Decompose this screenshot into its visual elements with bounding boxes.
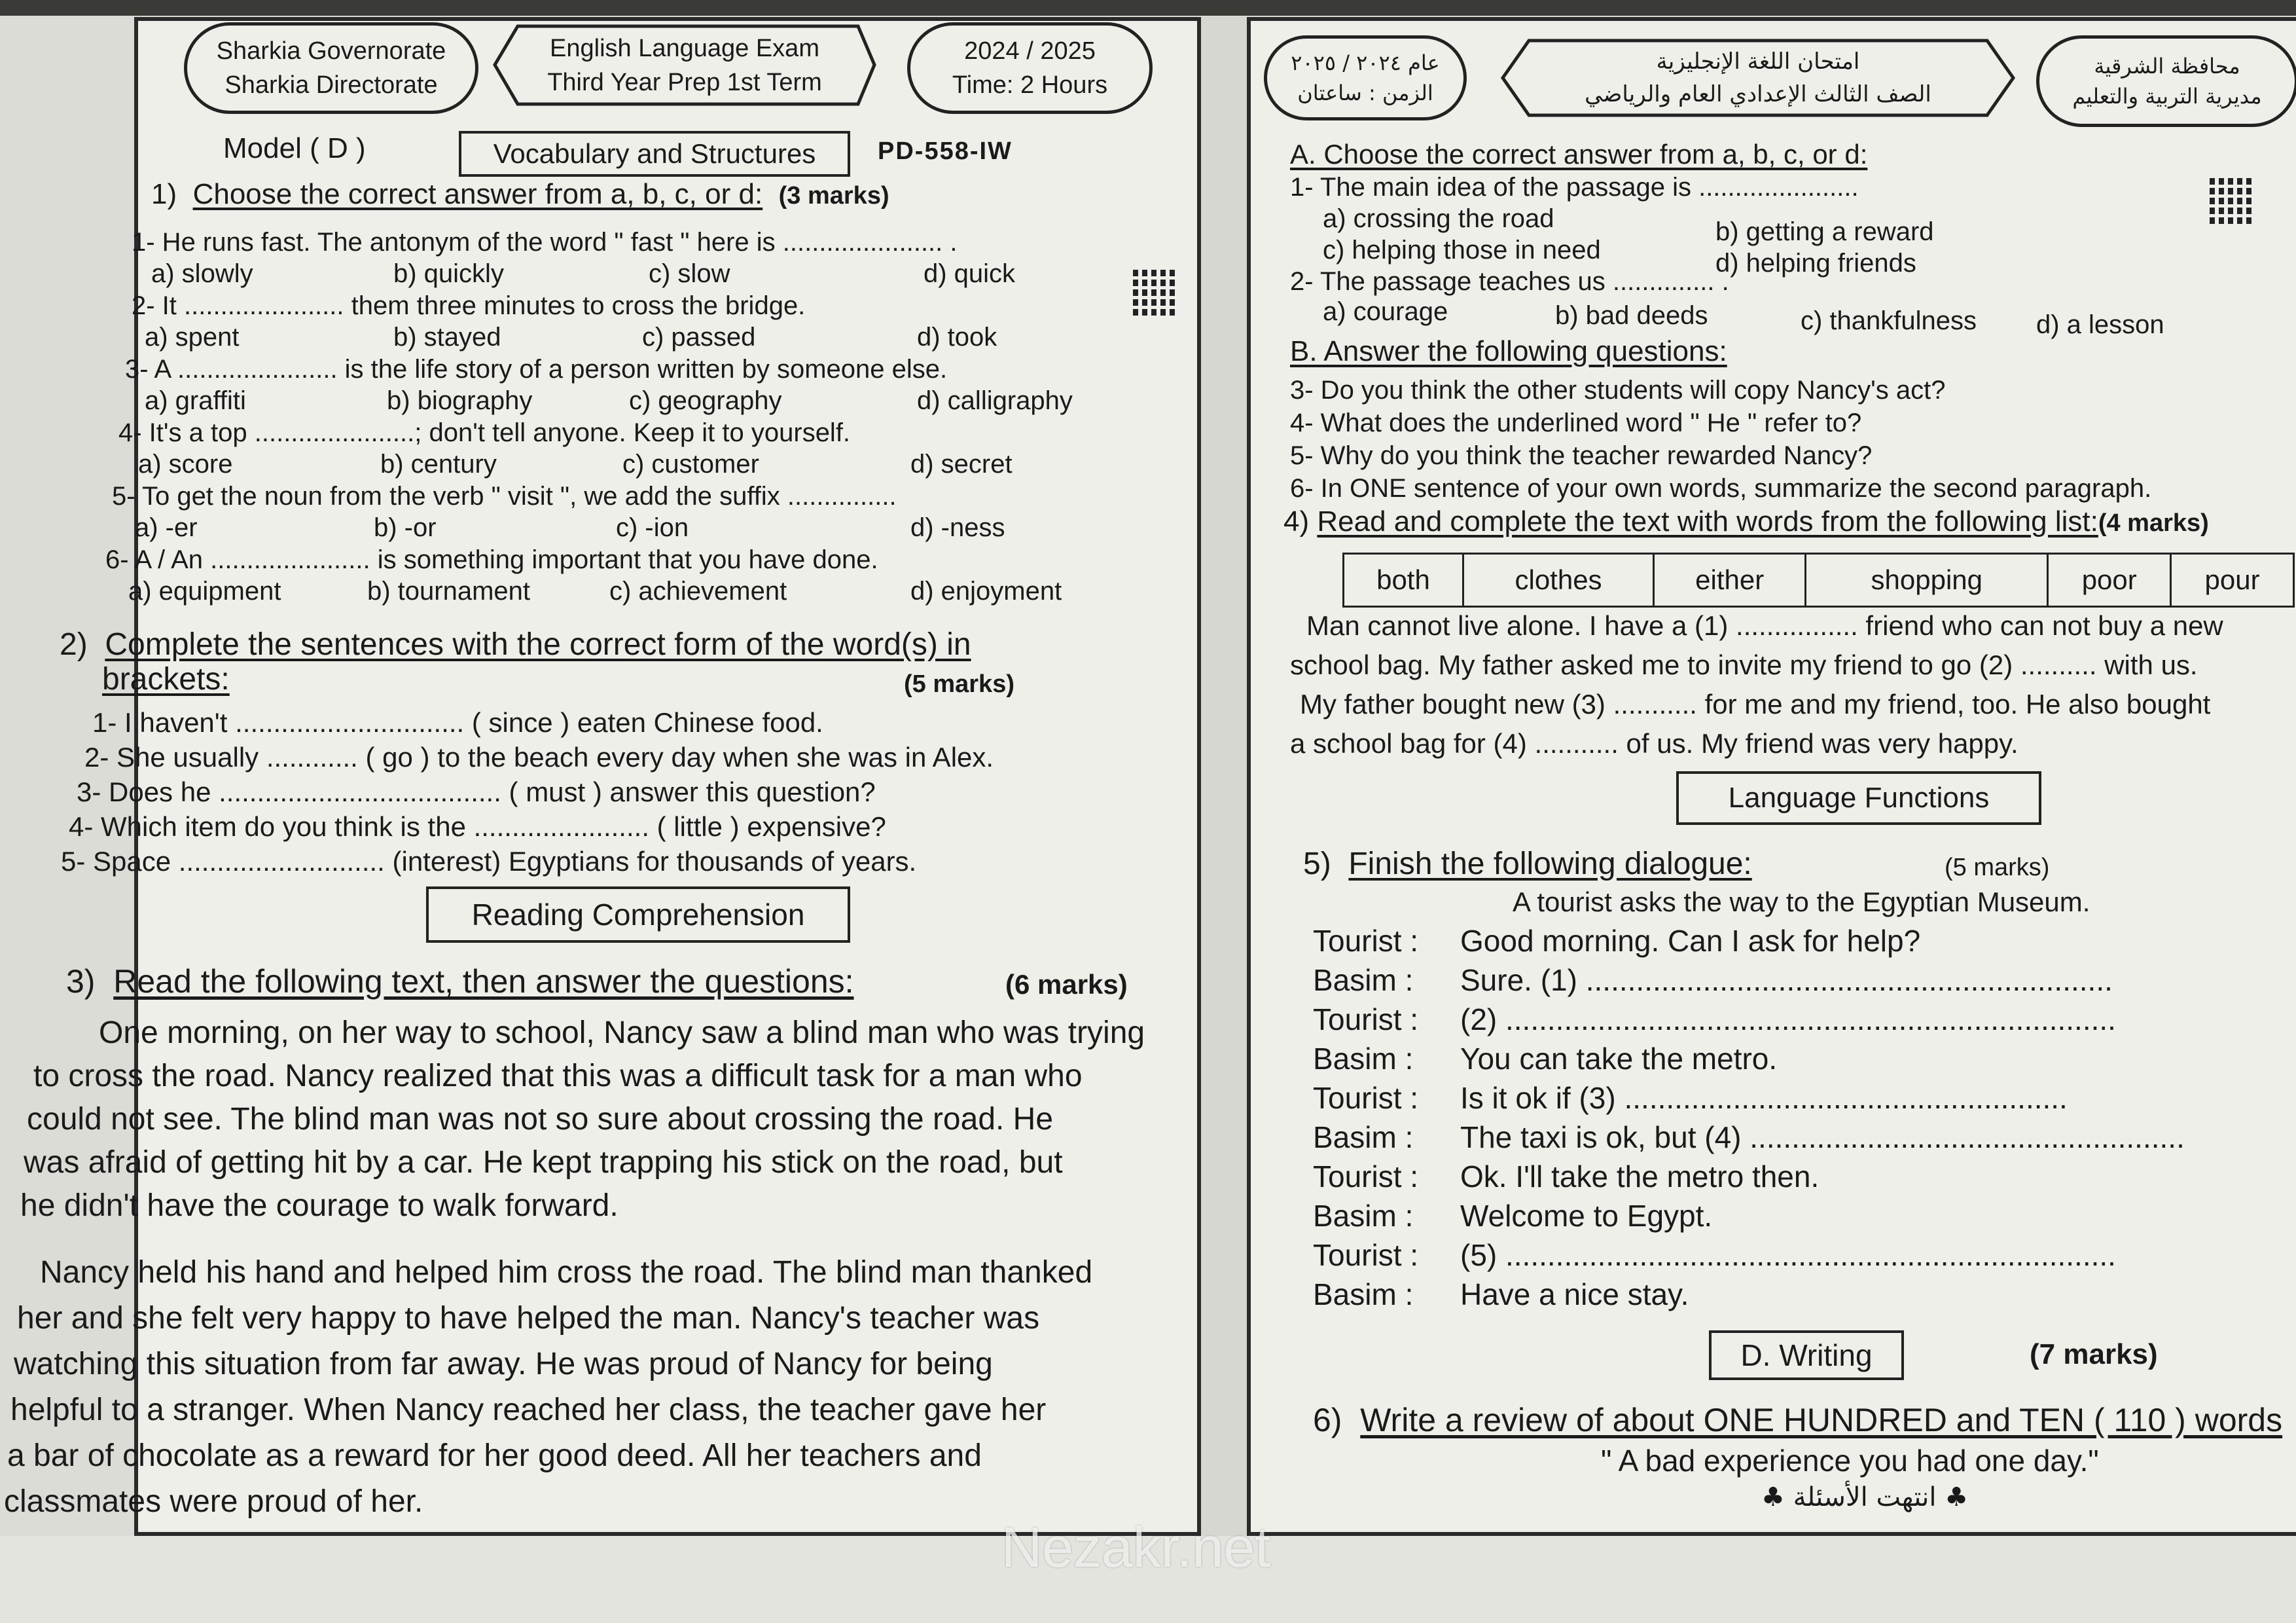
- exam-time: Time: 2 Hours: [952, 71, 1108, 99]
- directorate-name: Sharkia Directorate: [224, 71, 438, 99]
- q1-option-b: b) century: [380, 450, 497, 479]
- part-b-question: 5- Why do you think the teacher rewarded Nancy?: [1290, 441, 1873, 470]
- dialogue-speaker: Tourist :: [1313, 924, 1419, 958]
- left-exam-page: [4, 17, 1201, 1536]
- part-b-question: 6- In ONE sentence of your own words, summarize the second paragraph.: [1290, 474, 2152, 503]
- governorate-box: [184, 22, 478, 114]
- part-a-heading: [1290, 139, 1867, 170]
- dialogue-text: Ok. I'll take the metro then.: [1460, 1159, 1820, 1194]
- arabic-exam-grade: الصف الثالث الإعدادي العام والرياضي: [1585, 81, 1931, 107]
- q1-option-b: b) stayed: [393, 323, 501, 352]
- part-a-q2-option-b: b) bad deeds: [1555, 301, 1708, 330]
- q4-text-line: Man cannot live alone. I have a (1) ................ friend who can not buy a new: [1306, 610, 2223, 641]
- word-list-row: [1344, 554, 2294, 607]
- q6-title: Write a review of about ONE HUNDRED and TEN ( 110 ) words: [1360, 1402, 2283, 1438]
- q1-option-a: a) score: [138, 450, 233, 479]
- q2-sentence: 5- Space ........................... (interest) Egyptians for thousands of years.: [61, 846, 917, 877]
- part-a-q1-option-a: a) crossing the road: [1323, 204, 1554, 233]
- part-a-q2-option-a: a) courage: [1323, 297, 1448, 326]
- arabic-exam-title-box: [1499, 35, 2017, 120]
- passage-line: Nancy held his hand and helped him cross the road. The blind man thanked: [40, 1255, 1093, 1290]
- part-a-q2-option-d: d) a lesson: [2036, 310, 2164, 339]
- q4-heading: [1283, 505, 2209, 538]
- q1-option-b: b) -or: [374, 513, 437, 542]
- part-a-q2-option-c: c) thankfulness: [1801, 306, 1977, 335]
- word-list-cell: both: [1344, 554, 1463, 607]
- passage-line: One morning, on her way to school, Nancy saw a blind man who was trying: [99, 1015, 1145, 1050]
- dialogue-speaker: Basim :: [1313, 1199, 1414, 1233]
- exam-grade: Third Year Prep 1st Term: [547, 68, 822, 96]
- q4-number: 4): [1283, 505, 1310, 538]
- q2-title-line1: Complete the sentences with the correct form of the word(s) in: [105, 627, 971, 662]
- section-reading-box: [426, 886, 850, 943]
- passage-line: to cross the road. Nancy realized that this was a difficult task for a man who: [33, 1059, 1083, 1093]
- arabic-exam-title: امتحان اللغة الإنجليزية: [1656, 48, 1860, 75]
- model-label: Model ( D ): [223, 132, 366, 164]
- photo-edge: [0, 0, 2296, 16]
- watermark-text: Nezakr.net: [1001, 1516, 1271, 1579]
- q1-title: Choose the correct answer from a, b, c, or d:: [192, 178, 763, 210]
- section-reading-title: Reading Comprehension: [471, 898, 805, 932]
- part-a-q1-option-c: c) helping those in need: [1323, 236, 1601, 264]
- q6-heading: [1313, 1401, 2282, 1439]
- q4-text-line: school bag. My father asked me to invite my friend to go (2) .......... with us.: [1290, 649, 2198, 680]
- section-vocab-box: [459, 131, 850, 177]
- year-time-box: [907, 22, 1153, 114]
- q1-option-d: d) enjoyment: [910, 577, 1062, 606]
- q1-question: 4- It's a top ......................; don't tell anyone. Keep it to yourself.: [118, 418, 851, 447]
- arabic-governorate: محافظة الشرقية: [2094, 54, 2240, 79]
- exam-code: PD-558-IW: [878, 137, 1013, 165]
- q3-number: 3): [66, 963, 96, 1000]
- exam-title-box: [492, 21, 878, 109]
- word-list-cell: poor: [2048, 554, 2171, 607]
- passage-line: classmates were proud of her.: [4, 1484, 423, 1519]
- passage-line: helpful to a stranger. When Nancy reached her class, the teacher gave her: [10, 1393, 1047, 1427]
- part-b-question: 3- Do you think the other students will copy Nancy's act?: [1290, 376, 1946, 405]
- dialogue-text: (2) .........................................................................: [1460, 1002, 2116, 1036]
- writing-marks: (7 marks): [2030, 1338, 2158, 1370]
- word-list-cell: clothes: [1463, 554, 1653, 607]
- arabic-year-box: [1264, 35, 1467, 120]
- q1-option-c: c) geography: [629, 386, 782, 415]
- qr-code-icon: [1133, 270, 1179, 316]
- word-list-cell: shopping: [1806, 554, 2048, 607]
- q1-option-d: d) quick: [924, 259, 1016, 288]
- q1-marks: (3 marks): [778, 182, 889, 210]
- q2-heading: [60, 627, 971, 663]
- dialogue-text: Sure. (1) ...............................................................: [1460, 963, 2113, 997]
- dialogue-speaker: Tourist :: [1313, 1081, 1419, 1115]
- arabic-year: عام ٢٠٢٤ / ٢٠٢٥: [1291, 50, 1440, 75]
- end-of-questions: ♣ انتهت الأسئلة ♣: [1761, 1482, 1969, 1512]
- q1-question: 6- A / An ...................... is something important that you have done.: [105, 545, 878, 574]
- arabic-governorate-box: [2036, 35, 2296, 127]
- q2-sentence: 1- I haven't .............................. ( since ) eaten Chinese food.: [92, 707, 823, 738]
- q1-question: 3- A ...................... is the life story of a person written by someone else.: [125, 355, 948, 384]
- q4-text-line: a school bag for (4) ........... of us. My friend was very happy.: [1290, 728, 2018, 759]
- part-a-title: A. Choose the correct answer from a, b, c, or d:: [1290, 139, 1868, 170]
- section-writing-box: [1709, 1330, 1904, 1380]
- part-a-q1-option-d: d) helping friends: [1715, 249, 1916, 278]
- dialogue-speaker: Basim :: [1313, 1277, 1414, 1311]
- dialogue-speaker: Basim :: [1313, 1042, 1414, 1076]
- dialogue-speaker: Basim :: [1313, 1120, 1414, 1154]
- qr-code-icon: [2210, 178, 2255, 224]
- q6-number: 6): [1313, 1402, 1342, 1438]
- q2-heading-line2: [102, 661, 230, 697]
- part-b-question: 4- What does the underlined word " He " refer to?: [1290, 409, 1862, 437]
- word-list-cell: pour: [2171, 554, 2294, 607]
- part-a-q1: 1- The main idea of the passage is ......................: [1290, 173, 1859, 202]
- q1-option-b: b) biography: [387, 386, 533, 415]
- q5-intro: A tourist asks the way to the Egyptian Museum.: [1513, 886, 2090, 917]
- q2-marks: (5 marks): [904, 670, 1014, 698]
- q4-text-line: My father bought new (3) ........... for me and my friend, too. He also bought: [1300, 689, 2211, 720]
- q5-number: 5): [1303, 847, 1331, 881]
- passage-line: was afraid of getting hit by a car. He kept trapping his stick on the road, but: [24, 1145, 1063, 1180]
- q1-option-a: a) slowly: [151, 259, 253, 288]
- dialogue-text: Is it ok if (3) .....................................................: [1460, 1081, 2068, 1115]
- q1-option-d: d) took: [917, 323, 997, 352]
- q1-question: 1- He runs fast. The antonym of the word " fast " here is ...................... .: [132, 228, 958, 257]
- q1-option-d: d) calligraphy: [917, 386, 1073, 415]
- dialogue-text: Welcome to Egypt.: [1460, 1199, 1713, 1233]
- word-list-table: [1342, 553, 2295, 608]
- q1-option-d: d) secret: [910, 450, 1013, 479]
- arabic-directorate: مديرية التربية والتعليم: [2072, 84, 2262, 109]
- dialogue-speaker: Tourist :: [1313, 1159, 1419, 1194]
- q4-title: Read and complete the text with words from the following list:: [1317, 505, 2098, 538]
- q1-option-c: c) slow: [649, 259, 730, 288]
- exam-year: 2024 / 2025: [964, 37, 1096, 65]
- part-b-heading: [1290, 335, 1727, 368]
- right-exam-page: [1247, 17, 2296, 1536]
- q1-option-c: c) passed: [642, 323, 756, 352]
- q1-question: 5- To get the noun from the verb " visit ", we add the suffix ...............: [112, 482, 897, 511]
- q5-title: Finish the following dialogue:: [1348, 847, 1752, 881]
- q1-number: 1): [151, 178, 177, 210]
- q2-sentence: 3- Does he ..................................... ( must ) answer this question?: [77, 776, 876, 807]
- word-list-cell: either: [1654, 554, 1806, 607]
- q5-heading: [1303, 846, 1752, 882]
- section-language-functions-title: Language Functions: [1728, 782, 1990, 814]
- q1-option-c: c) achievement: [609, 577, 787, 606]
- q6-topic: " A bad experience you had one day.": [1601, 1444, 2099, 1478]
- passage-line: a bar of chocolate as a reward for her good deed. All her teachers and: [7, 1438, 982, 1473]
- dialogue-text: (5) .........................................................................: [1460, 1238, 2116, 1272]
- q2-number: 2): [60, 627, 88, 662]
- q1-option-b: b) tournament: [367, 577, 531, 606]
- passage-line: watching this situation from far away. He was proud of Nancy for being: [14, 1347, 993, 1381]
- dialogue-text: Good morning. Can I ask for help?: [1460, 924, 1921, 958]
- q1-option-c: c) -ion: [616, 513, 689, 542]
- section-language-functions-box: [1676, 771, 2041, 825]
- dialogue-speaker: Basim :: [1313, 963, 1414, 997]
- q3-heading: [66, 962, 854, 1000]
- page-gutter: [1201, 17, 1247, 1536]
- q5-marks: (5 marks): [1945, 854, 2050, 881]
- q2-title-line2: brackets:: [102, 662, 230, 697]
- dialogue-text: Have a nice stay.: [1460, 1277, 1689, 1311]
- dialogue-text: You can take the metro.: [1460, 1042, 1778, 1076]
- q1-option-b: b) quickly: [393, 259, 504, 288]
- passage-line: he didn't have the courage to walk forward.: [20, 1188, 619, 1223]
- section-vocab-title: Vocabulary and Structures: [493, 138, 816, 169]
- part-a-q1-option-b: b) getting a reward: [1715, 217, 1934, 246]
- section-writing-title: D. Writing: [1740, 1338, 1873, 1372]
- q3-marks: (6 marks): [1005, 969, 1128, 1000]
- dialogue-text: The taxi is ok, but (4) ....................................................: [1460, 1120, 2185, 1154]
- q1-option-c: c) customer: [622, 450, 759, 479]
- q1-question: 2- It ...................... them three minutes to cross the bridge.: [132, 291, 806, 320]
- arabic-time: الزمن : ساعتان: [1297, 81, 1433, 105]
- q1-option-a: a) graffiti: [145, 386, 246, 415]
- part-b-title: B. Answer the following questions:: [1290, 335, 1727, 367]
- q2-sentence: 4- Which item do you think is the ....................... ( little ) expensive?: [69, 811, 886, 842]
- q4-marks: (4 marks): [2098, 509, 2209, 537]
- q1-option-a: a) equipment: [128, 577, 281, 606]
- q3-title: Read the following text, then answer the questions:: [113, 963, 854, 1000]
- part-a-q2: 2- The passage teaches us .............. .: [1290, 267, 1729, 296]
- q1-option-a: a) -er: [135, 513, 198, 542]
- passage-line: her and she felt very happy to have helped the man. Nancy's teacher was: [17, 1301, 1040, 1336]
- governorate-name: Sharkia Governorate: [216, 37, 446, 65]
- q1-option-d: d) -ness: [910, 513, 1005, 542]
- exam-title: English Language Exam: [550, 34, 819, 62]
- q2-sentence: 2- She usually ............ ( go ) to the beach every day when she was in Alex.: [84, 742, 994, 773]
- q1-heading: [151, 178, 889, 211]
- dialogue-speaker: Tourist :: [1313, 1238, 1419, 1272]
- dialogue-speaker: Tourist :: [1313, 1002, 1419, 1036]
- q1-option-a: a) spent: [145, 323, 240, 352]
- passage-line: could not see. The blind man was not so sure about crossing the road. He: [27, 1102, 1054, 1137]
